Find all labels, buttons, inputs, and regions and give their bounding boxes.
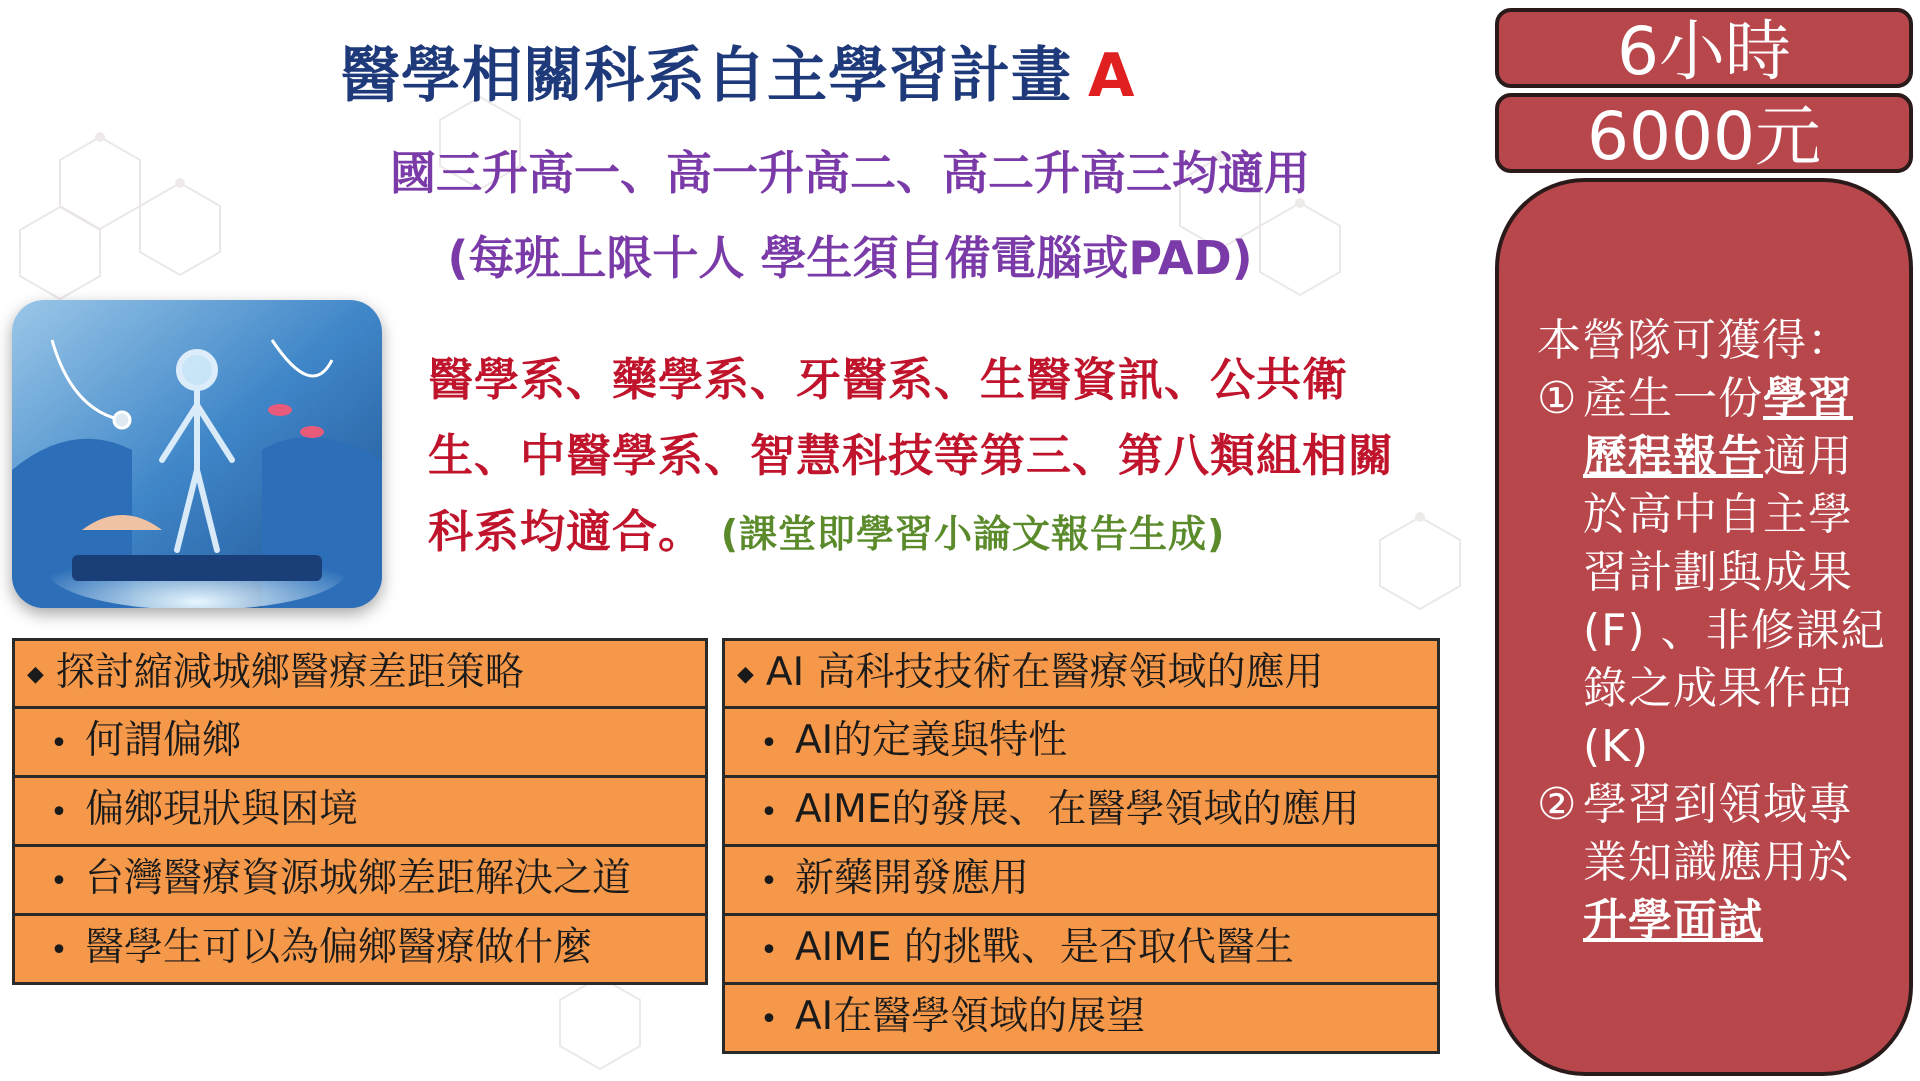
topic-table-ai-medicine: [722, 638, 1440, 1054]
table-header-label: AI 高科技技術在醫療領域的應用: [765, 650, 1324, 695]
table-row: [14, 915, 707, 984]
bullet-icon: •: [760, 795, 778, 830]
table-item-label: 何謂偏鄉: [85, 718, 242, 763]
table-item-label: AI在醫學領域的展望: [795, 994, 1146, 1039]
table-row: [14, 708, 707, 777]
title-text: 醫學相關科系自主學習計畫: [340, 41, 1072, 111]
table-item-label: 新藥開發應用: [795, 856, 1030, 901]
bullet-icon: •: [760, 933, 778, 968]
benefit-2-text-a: 學習到領域專業知識應用於: [1583, 779, 1853, 888]
applicable-departments: [428, 342, 1438, 572]
benefits-panel: [1495, 178, 1913, 1076]
bullet-icon: •: [50, 864, 68, 899]
table-item-label: AI的定義與特性: [795, 718, 1068, 763]
medical-hologram-image: [12, 300, 382, 608]
topic-table-rural-healthcare: [12, 638, 708, 985]
table-cell: [14, 915, 707, 984]
table-header-label: 探討縮減城鄉醫療差距策略: [55, 650, 524, 695]
bullet-icon: •: [760, 726, 778, 761]
bullet-icon: •: [760, 864, 778, 899]
table-cell: [14, 708, 707, 777]
bullet-icon: •: [760, 1002, 778, 1037]
benefit-1-text-b: 適用於高中自主學習計劃與成果(F) 、非修課紀錄之成果作品(K): [1583, 431, 1886, 772]
diamond-bullet-icon: ◆: [27, 662, 44, 687]
table-header-cell: [724, 640, 1439, 708]
table-row: [724, 846, 1439, 915]
course-price-badge: 6000元: [1495, 93, 1913, 173]
subtitle-grades: 國三升高一、高一升高二、高二升高三均適用: [390, 146, 1310, 200]
table-cell: [724, 708, 1439, 777]
table-item-label: AIME的發展、在醫學領域的應用: [795, 787, 1360, 832]
circled-two-icon: ②: [1537, 779, 1578, 830]
bullet-icon: •: [50, 726, 68, 761]
table-row: [724, 708, 1439, 777]
table-item-label: AIME 的挑戰、是否取代醫生: [795, 925, 1294, 970]
table-item-label: 醫學生可以為偏鄉醫療做什麼: [85, 925, 593, 970]
title-plan-letter: A: [1088, 41, 1136, 111]
admission-interview: 升學面試: [1583, 895, 1763, 946]
subtitle-class-limit: (每班上限十人 學生須自備電腦或PAD): [447, 231, 1253, 285]
benefit-item-2: [1537, 776, 1897, 950]
table-item-label: 台灣醫療資源城鄉差距解決之道: [85, 856, 632, 901]
table-row: [724, 777, 1439, 846]
table-item-label: 偏鄉現狀與困境: [85, 787, 359, 832]
benefit-item-1: [1537, 370, 1897, 776]
course-hours-badge: 6小時: [1495, 8, 1913, 88]
table-cell: [724, 984, 1439, 1053]
page-title: [340, 28, 1340, 114]
learning-portfolio-report: 學習歷程報告: [1583, 373, 1853, 482]
table-cell: [724, 846, 1439, 915]
diamond-bullet-icon: ◆: [737, 662, 754, 687]
table-row: [724, 984, 1439, 1053]
bullet-icon: •: [50, 795, 68, 830]
table-header-row: [14, 640, 707, 708]
table-cell: [14, 777, 707, 846]
departments-text: 醫學系、藥學系、牙醫系、生醫資訊、公共衛生、中醫學系、智慧科技等第三、第八類組相關科系均適合。: [428, 353, 1395, 558]
benefit-1-text-a: 產生一份: [1583, 373, 1763, 424]
departments-note: (課堂即學習小論文報告生成): [720, 512, 1226, 556]
table-cell: [724, 915, 1439, 984]
table-cell: [724, 777, 1439, 846]
table-header-cell: [14, 640, 707, 708]
bullet-icon: •: [50, 933, 68, 968]
benefits-text: [1537, 312, 1897, 950]
circled-one-icon: ①: [1537, 373, 1578, 424]
table-row: [14, 846, 707, 915]
benefits-title: 本營隊可獲得：: [1537, 315, 1852, 366]
table-header-row: [724, 640, 1439, 708]
table-row: [724, 915, 1439, 984]
table-row: [14, 777, 707, 846]
table-cell: [14, 846, 707, 915]
